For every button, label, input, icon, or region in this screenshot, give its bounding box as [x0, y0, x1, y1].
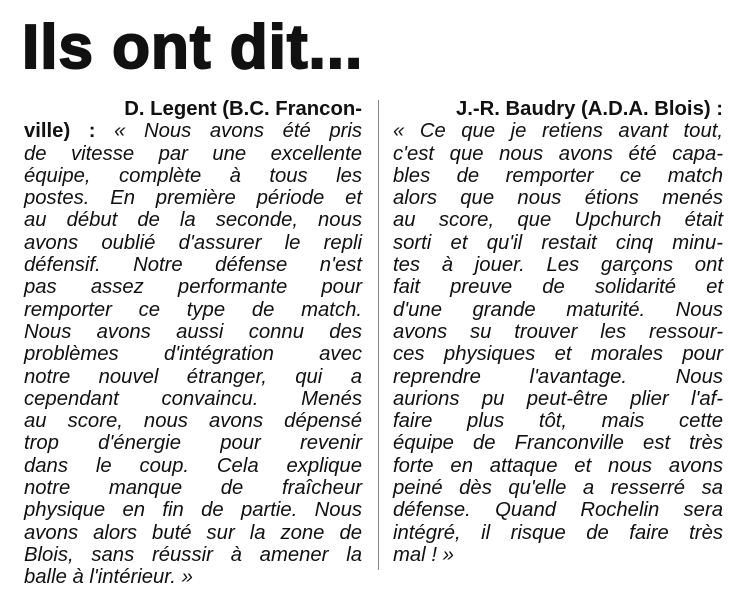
quote-line: alors que nous étions menés — [393, 187, 723, 210]
quote-line: équipe, complète à tous les — [24, 164, 362, 187]
column-divider — [378, 100, 379, 570]
quote-line: au début de la seconde, nous — [24, 209, 362, 232]
quote-line — [24, 120, 362, 142]
quote-line: reprendre l'avantage. Nous — [393, 365, 723, 388]
quote-line: défensif. Notre défense n'est — [24, 254, 362, 277]
quote-line: équipe de Franconville est très — [393, 432, 723, 455]
quote-line: « Ce que je retiens avant tout, — [393, 120, 723, 143]
quote-line: faire plus tôt, mais cette — [393, 410, 723, 433]
quote-line: cependant convaincu. Menés — [24, 387, 362, 410]
quote-line: tes à jouer. Les garçons ont — [393, 254, 723, 277]
quote-column-legent — [24, 98, 362, 589]
quote-line: notre manque de fraîcheur — [24, 477, 362, 500]
quote-line: Blois, sans réussir à amener la — [24, 543, 362, 566]
quote-line: problèmes d'intégration avec — [24, 343, 362, 366]
quote-line: au score, que Upchurch était — [393, 209, 723, 232]
quote-line: avons su trouver les ressour- — [393, 320, 723, 343]
quote-line: notre nouvel étranger, qui a — [24, 365, 362, 388]
quote-line: peiné dès qu'elle a resserré sa — [393, 477, 723, 500]
quote-line: sorti et qu'il restait cinq minu- — [393, 231, 723, 254]
quote-line: remporter ce type de match. — [24, 298, 362, 321]
quote-line: avons oublié d'assurer le repli — [24, 231, 362, 254]
headline: Ils ont dit... — [22, 13, 364, 82]
quote-line: ces physiques et morales pour — [393, 343, 723, 366]
quote-line: bles de remporter ce match — [393, 164, 723, 187]
quote-line: intégré, il risque de faire très — [393, 521, 723, 544]
quote-line: fait preuve de solidarité et — [393, 276, 723, 299]
quote-line: c'est que nous avons été capa- — [393, 142, 723, 165]
quote-line: mal ! » — [393, 543, 454, 566]
quote-line: de vitesse par une excellente — [24, 142, 362, 165]
speaker-name-legent: D. Legent (B.C. Francon- — [124, 98, 362, 120]
quote-line: au score, nous avons dépensé — [24, 410, 362, 433]
quote-line: d'une grande maturité. Nous — [393, 298, 723, 321]
quote-line: postes. En première période et — [24, 187, 362, 210]
quote-line: défense. Quand Rochelin sera — [393, 499, 723, 522]
quote-text: « Nous avons été pris — [114, 120, 363, 143]
quote-line: Nous avons aussi connu des — [24, 320, 362, 343]
quote-line: avons alors buté sur la zone de — [24, 521, 362, 544]
speaker-name-baudry: J.-R. Baudry (A.D.A. Blois) : — [455, 98, 723, 120]
quote-line: balle à l'intérieur. » — [24, 566, 193, 589]
speaker-name-legent-cont: ville) : — [24, 120, 96, 143]
quote-line: dans le coup. Cela explique — [24, 454, 362, 477]
quote-line: forte en attaque et nous avons — [393, 454, 723, 477]
quote-line: physique en fin de partie. Nous — [24, 499, 362, 522]
quote-line: trop d'énergie pour revenir — [24, 432, 362, 455]
quote-column-baudry — [393, 98, 723, 566]
quote-line: pas assez performante pour — [24, 276, 362, 299]
quote-line: aurions pu peut-être plier l'af- — [393, 387, 723, 410]
